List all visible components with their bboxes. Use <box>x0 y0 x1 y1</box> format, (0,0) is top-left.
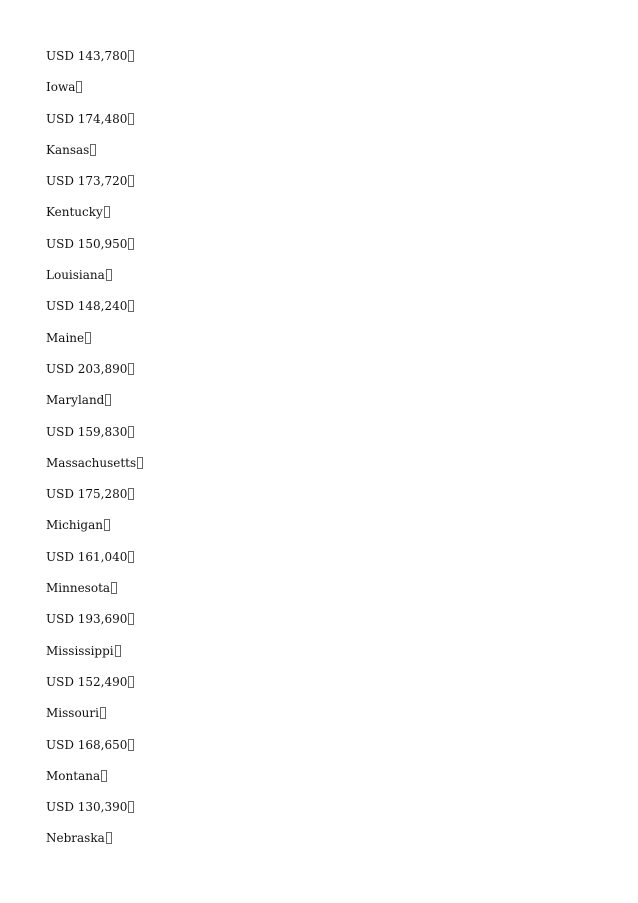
line-text: Kansas <box>46 142 90 157</box>
line-text: Maine <box>46 330 85 345</box>
state-line <box>46 642 143 673</box>
line-text: Mississippi <box>46 643 114 658</box>
missing-glyph-box <box>106 269 112 281</box>
salary-line <box>46 47 143 78</box>
line-text: USD 150,950 <box>46 236 128 251</box>
salary-line <box>46 548 143 579</box>
line-text: Iowa <box>46 80 76 95</box>
state-line <box>46 391 143 422</box>
missing-glyph-box <box>128 488 134 500</box>
line-text: USD 174,480 <box>46 111 128 126</box>
salary-line <box>46 172 143 203</box>
state-line <box>46 829 143 860</box>
missing-glyph-box <box>104 519 110 531</box>
salary-line <box>46 297 143 328</box>
salary-line <box>46 485 143 516</box>
missing-glyph-box <box>128 175 134 187</box>
salary-line <box>46 360 143 391</box>
missing-glyph-box <box>128 426 134 438</box>
missing-glyph-box <box>76 81 82 93</box>
line-text: Montana <box>46 768 101 783</box>
missing-glyph-box <box>105 394 111 406</box>
salary-line <box>46 610 143 641</box>
salary-line <box>46 673 143 704</box>
missing-glyph-box <box>128 613 134 625</box>
missing-glyph-box <box>128 238 134 250</box>
missing-glyph-box <box>128 50 134 62</box>
missing-glyph-box <box>111 582 117 594</box>
missing-glyph-box <box>100 707 106 719</box>
line-text: USD 193,690 <box>46 612 128 627</box>
line-text: USD 173,720 <box>46 174 128 189</box>
missing-glyph-box <box>115 645 121 657</box>
state-line <box>46 454 143 485</box>
line-text: Missouri <box>46 706 99 721</box>
line-text: Louisiana <box>46 268 105 283</box>
missing-glyph-box <box>90 144 96 156</box>
missing-glyph-box <box>104 206 110 218</box>
line-text: Maryland <box>46 393 105 408</box>
missing-glyph-box <box>128 300 134 312</box>
document-lines <box>46 47 143 861</box>
missing-glyph-box <box>128 113 134 125</box>
state-line <box>46 767 143 798</box>
salary-line <box>46 235 143 266</box>
state-line <box>46 579 143 610</box>
state-line <box>46 78 143 109</box>
missing-glyph-box <box>85 332 91 344</box>
salary-line <box>46 798 143 829</box>
line-text: USD 203,890 <box>46 361 128 376</box>
line-text: USD 159,830 <box>46 424 128 439</box>
state-line <box>46 141 143 172</box>
line-text: USD 143,780 <box>46 49 128 63</box>
missing-glyph-box <box>106 832 112 844</box>
state-line <box>46 266 143 297</box>
missing-glyph-box <box>128 363 134 375</box>
line-text: USD 168,650 <box>46 737 128 752</box>
missing-glyph-box <box>101 770 107 782</box>
missing-glyph-box <box>128 739 134 751</box>
line-text: USD 148,240 <box>46 299 128 314</box>
line-text: Kentucky <box>46 205 103 220</box>
missing-glyph-box <box>128 801 134 813</box>
state-line <box>46 203 143 234</box>
missing-glyph-box <box>128 551 134 563</box>
salary-line <box>46 423 143 454</box>
line-text: Massachusetts <box>46 455 137 470</box>
missing-glyph-box <box>128 676 134 688</box>
line-text: USD 152,490 <box>46 674 128 689</box>
line-text: USD 161,040 <box>46 549 128 564</box>
state-line <box>46 516 143 547</box>
line-text: USD 130,390 <box>46 800 128 815</box>
salary-line <box>46 110 143 141</box>
state-line <box>46 704 143 735</box>
state-line <box>46 329 143 360</box>
missing-glyph-box <box>137 457 143 469</box>
line-text: Nebraska <box>46 831 105 846</box>
line-text: Michigan <box>46 518 103 533</box>
line-text: USD 175,280 <box>46 487 128 502</box>
line-text: Minnesota <box>46 581 111 596</box>
salary-line <box>46 736 143 767</box>
